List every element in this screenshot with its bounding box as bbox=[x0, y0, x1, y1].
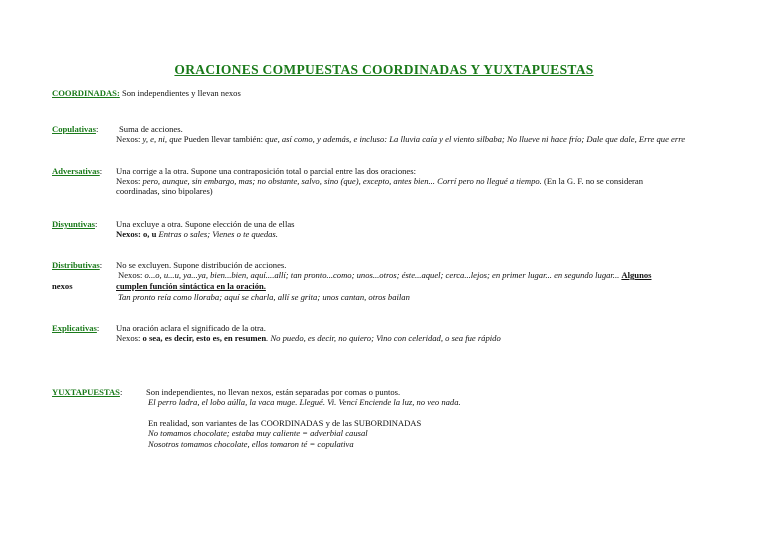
explicativas-line1: Una oración aclara el significado de la otra. bbox=[116, 323, 266, 333]
distributivas-note-a: Algunos bbox=[621, 270, 652, 280]
copulativas-nexos-prefix: Nexos: bbox=[116, 134, 143, 144]
adversativas-nexos-prefix: Nexos: bbox=[116, 176, 143, 186]
distributivas-nexos-prefix: Nexos: bbox=[118, 270, 145, 280]
copulativas-line2 bbox=[116, 134, 685, 144]
distributivas-note-b: nexos bbox=[52, 281, 73, 291]
distributivas-note-c: cumplen función sintáctica en la oración. bbox=[116, 281, 266, 291]
yuxtapuestas-label: YUXTAPUESTAS bbox=[52, 387, 120, 397]
adversativas-examples: pero, aunque, sin embargo, mas; no obstante, salvo, sino (que), excepto, antes bien... Corrí pero no llegué a tiempo. bbox=[142, 176, 542, 186]
adversativas-line3: coordinadas, sino bipolares) bbox=[116, 186, 213, 196]
disyuntivas-line1: Una excluye a otra. Supone elección de una de ellas bbox=[116, 219, 295, 229]
distributivas-line3b bbox=[116, 281, 266, 291]
copulativas-line1: Suma de acciones. bbox=[119, 124, 183, 134]
disyuntivas-nexos: : o, u bbox=[137, 229, 157, 239]
adversativas-line1: Una corrige a la otra. Supone una contraposición total o parcial entre las dos oraciones: bbox=[116, 166, 416, 176]
yuxtapuestas-note: En realidad, son variantes de las COORDINADAS y de las SUBORDINADAS bbox=[148, 418, 422, 428]
explicativas-nexos: o sea, es decir, esto es, en resumen bbox=[142, 333, 267, 343]
coordinadas-text: Son independientes y llevan nexos bbox=[119, 88, 241, 98]
distributivas-label-wrap bbox=[52, 260, 102, 270]
adversativas-note: (En la G. F. no se consideran bbox=[541, 176, 644, 186]
adversativas-line2 bbox=[116, 176, 643, 186]
distributivas-line2 bbox=[118, 270, 652, 280]
copulativas-label-wrap bbox=[52, 124, 98, 134]
yuxtapuestas-examples: El perro ladra, el lobo aúlla, la vaca muge. Llegué. Vi. Vencí Enciende la luz, no veo nada. bbox=[148, 397, 461, 407]
explicativas-colon: : bbox=[96, 323, 100, 333]
disyuntivas-colon: : bbox=[94, 219, 98, 229]
explicativas-examples: . No puedo, es decir, no quiero; Vino con celeridad, o sea fue rápido bbox=[266, 333, 501, 343]
explicativas-label-wrap bbox=[52, 323, 99, 333]
yuxtapuestas-example-causal: No tomamos chocolate; estaba muy caliente = adverbial causal bbox=[148, 428, 368, 438]
copulativas-colon: : bbox=[95, 124, 99, 134]
yuxtapuestas-line1: Son independientes, no llevan nexos, están separadas por comas o puntos. bbox=[146, 387, 401, 397]
yuxtapuestas-example-copulativa: Nosotros tomamos chocolate, ellos tomaron té = copulativa bbox=[148, 439, 354, 449]
disyuntivas-examples: Entras o sales; Vienes o te quedas. bbox=[156, 229, 278, 239]
distributivas-colon: : bbox=[99, 260, 103, 270]
disyuntivas-label-wrap bbox=[52, 219, 97, 229]
explicativas-line2 bbox=[116, 333, 501, 343]
disyuntivas-nexos-prefix: Nexos bbox=[116, 229, 138, 239]
adversativas-label: Adversativas bbox=[52, 166, 100, 176]
page-title: ORACIONES COMPUESTAS COORDINADAS Y YUXTAPUESTAS bbox=[174, 62, 594, 77]
yuxtapuestas-label-wrap bbox=[52, 387, 122, 397]
yuxtapuestas-colon: : bbox=[119, 387, 123, 397]
copulativas-examples: que, así como, y además, e incluso: La lluvia caía y el viento silbaba; No llueve ni hace frío; Dale que dale, Erre que erre bbox=[265, 134, 686, 144]
distributivas-line1: No se excluyen. Supone distribución de acciones. bbox=[116, 260, 287, 270]
copulativas-label: Copulativas bbox=[52, 124, 96, 134]
copulativas-mid: Pueden llevar también: bbox=[181, 134, 266, 144]
explicativas-nexos-prefix: Nexos: bbox=[116, 333, 143, 343]
explicativas-label: Explicativas bbox=[52, 323, 97, 333]
copulativas-nexos: y, e, ni, que bbox=[142, 134, 182, 144]
distributivas-examples: Tan pronto reía como lloraba; aquí se charla, allí se grita; unos cantan, otros bailan bbox=[118, 292, 410, 302]
disyuntivas-line2 bbox=[116, 229, 278, 239]
distributivas-label: Distributivas bbox=[52, 260, 100, 270]
coordinadas-label: COORDINADAS bbox=[52, 88, 117, 98]
coordinadas-colon: : bbox=[116, 88, 120, 98]
coordinadas-line bbox=[52, 88, 241, 98]
distributivas-nexos: o...o, u...u, ya...ya, bien...bien, aquí....allí; tan pronto...como; unos...otros; éste...aquel; cerca...lejos; en primer lugar... en segundo lugar... bbox=[144, 270, 622, 280]
adversativas-colon: : bbox=[99, 166, 103, 176]
disyuntivas-label: Disyuntivas bbox=[52, 219, 95, 229]
adversativas-label-wrap bbox=[52, 166, 102, 176]
distributivas-line3a bbox=[52, 281, 73, 291]
